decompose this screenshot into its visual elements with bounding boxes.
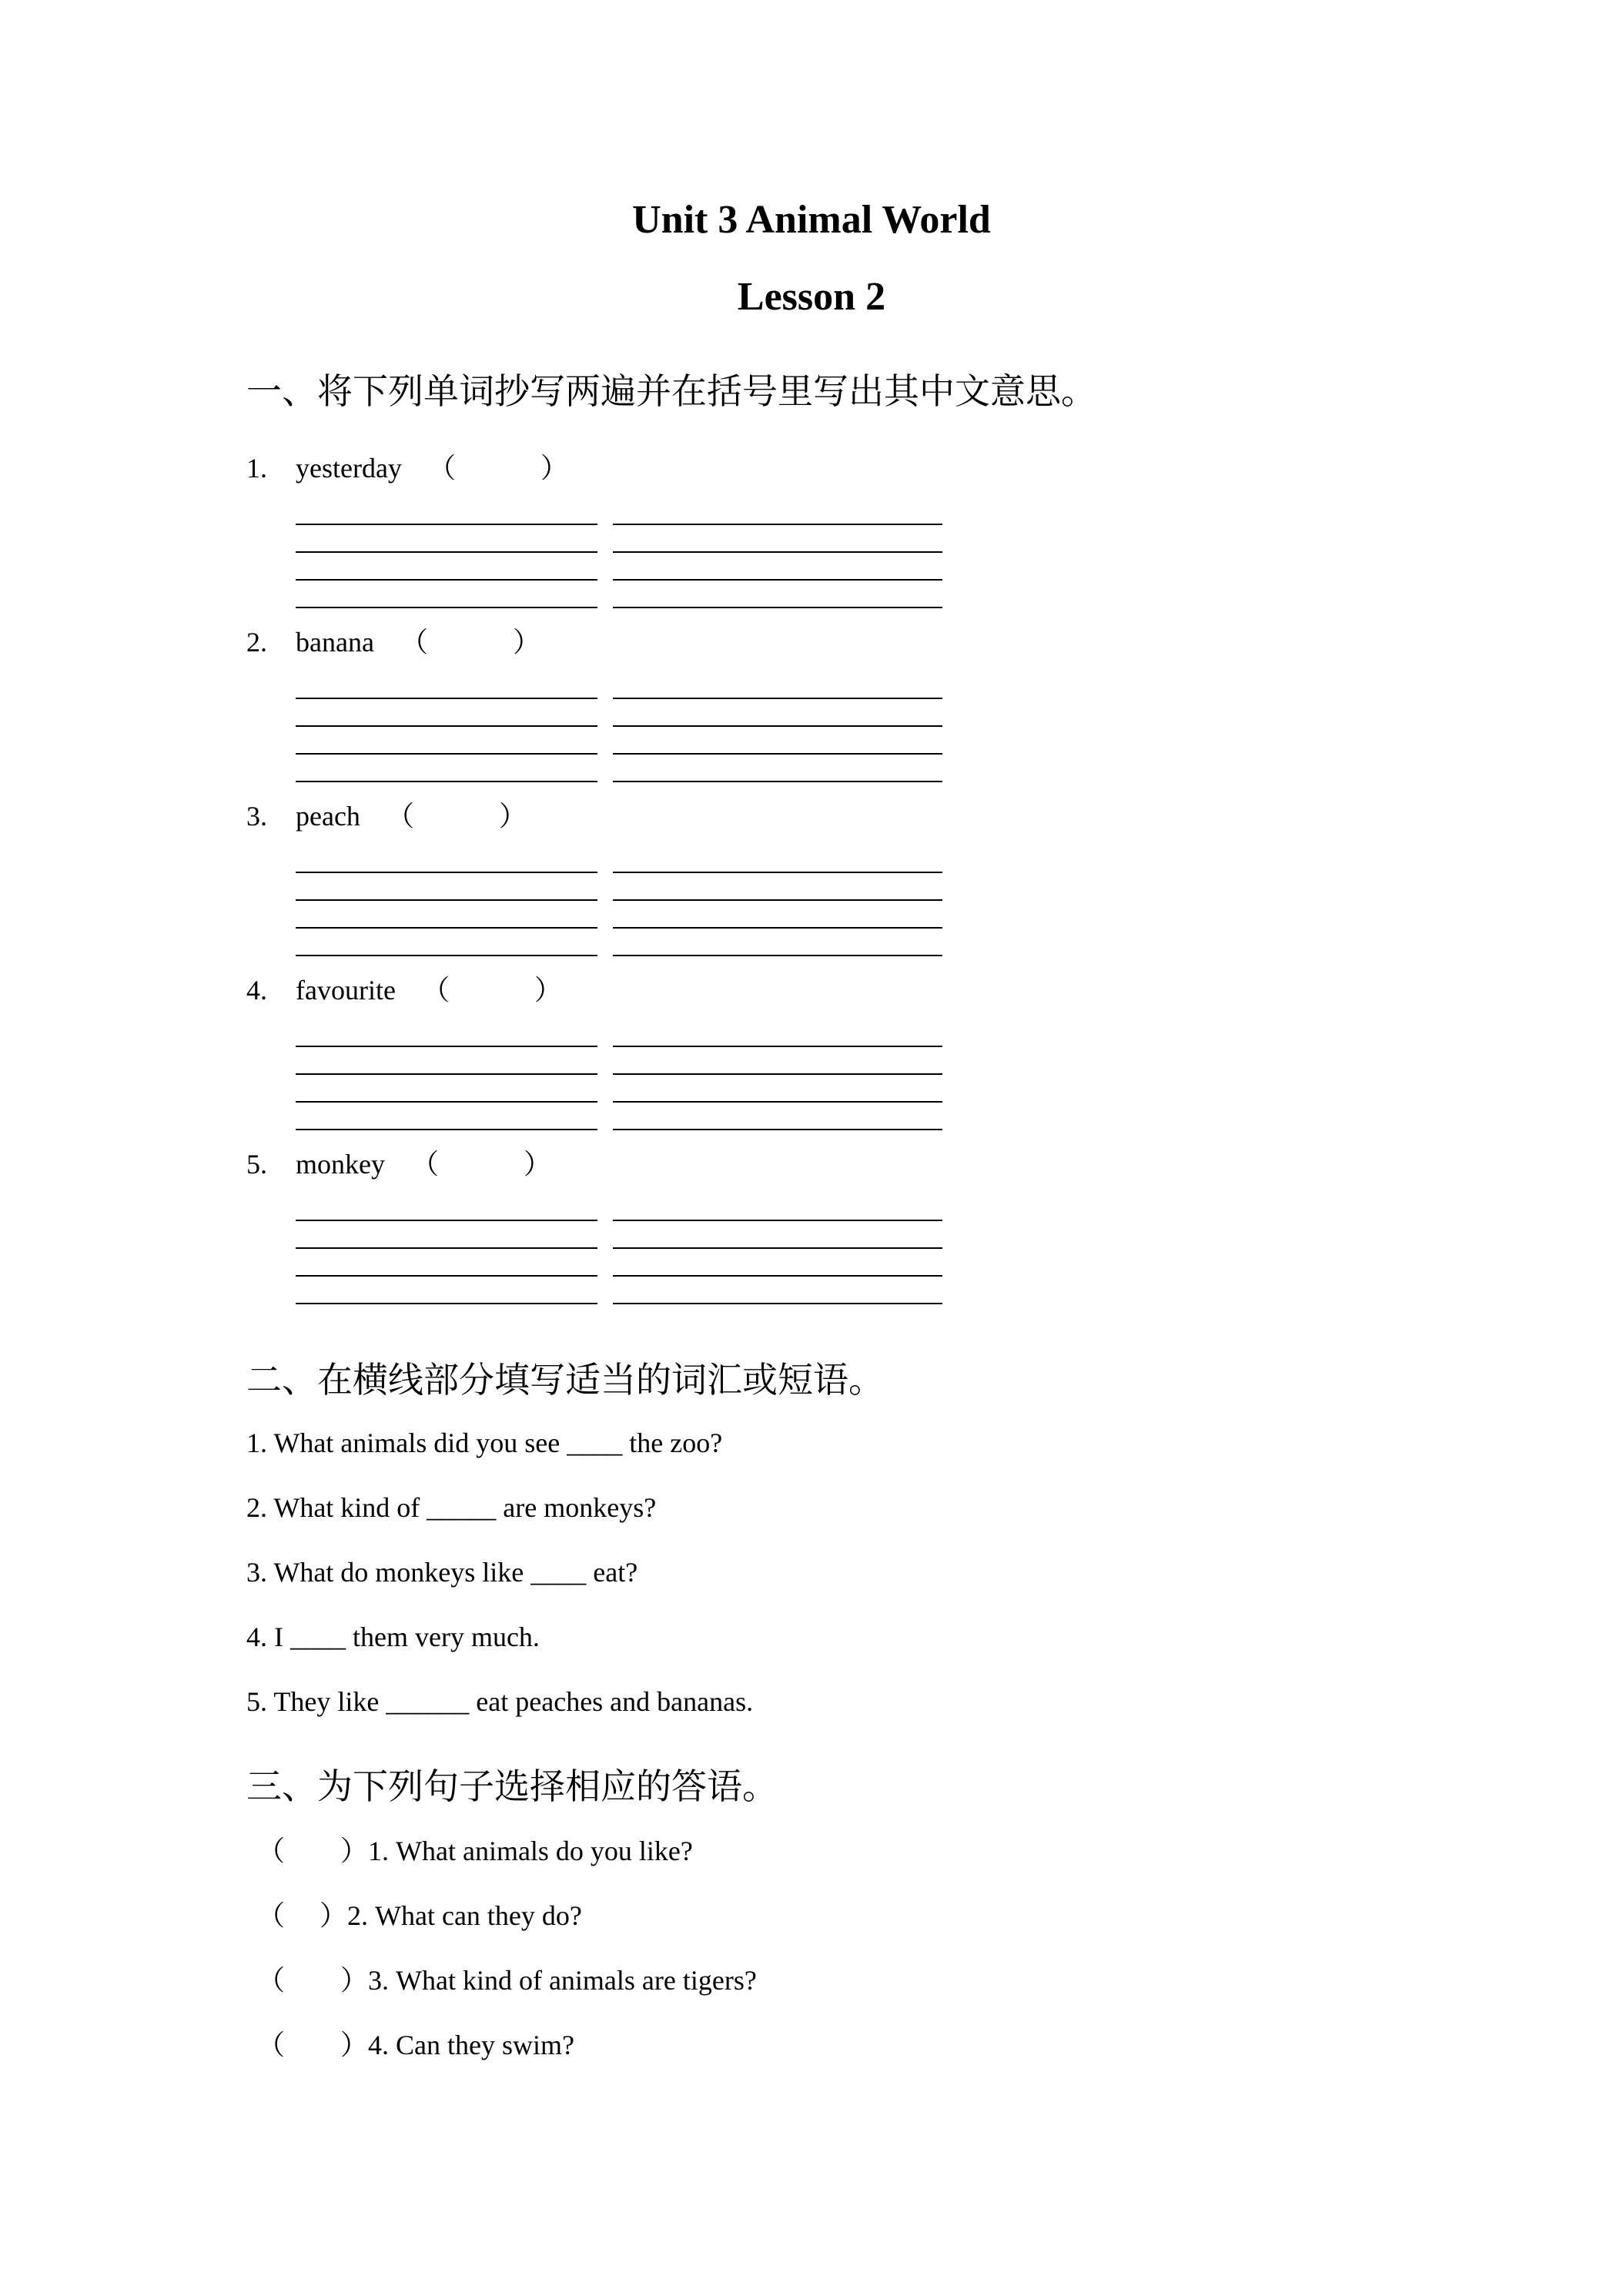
fill-item-4: 4. I ____ them very much. bbox=[246, 1622, 540, 1652]
writing-line[interactable] bbox=[613, 753, 942, 755]
word-text: yesterday bbox=[296, 453, 402, 484]
word-number: 4. bbox=[246, 975, 267, 1006]
open-paren: （ bbox=[421, 975, 450, 1006]
writing-line[interactable] bbox=[296, 872, 597, 873]
answer-item-2: （ ）2. What can they do? bbox=[257, 1900, 582, 1931]
section-3-heading: 三、为下列句子选择相应的答语。 bbox=[246, 1766, 778, 1807]
writing-line[interactable] bbox=[613, 1101, 942, 1103]
word-item bbox=[246, 625, 540, 659]
answer-item-3: （ ）3. What kind of animals are tigers? bbox=[257, 1965, 757, 1996]
writing-line[interactable] bbox=[296, 1073, 597, 1075]
writing-line[interactable] bbox=[613, 1247, 942, 1249]
fill-item-5: 5. They like ______ eat peaches and bananas. bbox=[246, 1686, 754, 1717]
writing-line[interactable] bbox=[613, 781, 942, 782]
writing-line[interactable] bbox=[613, 725, 942, 727]
open-paren: （ bbox=[427, 453, 456, 484]
answer-item-1: （ ）1. What animals do you like? bbox=[257, 1836, 693, 1866]
open-paren: （ bbox=[410, 1149, 439, 1180]
word-item bbox=[246, 451, 568, 485]
writing-line[interactable] bbox=[613, 1129, 942, 1130]
writing-line[interactable] bbox=[296, 698, 597, 699]
word-number: 2. bbox=[246, 627, 267, 658]
writing-line[interactable] bbox=[296, 1303, 597, 1304]
section-2-heading: 二、在横线部分填写适当的词汇或短语。 bbox=[246, 1359, 884, 1401]
writing-line[interactable] bbox=[613, 579, 942, 581]
writing-line[interactable] bbox=[296, 607, 597, 608]
word-number: 5. bbox=[246, 1149, 267, 1180]
writing-line[interactable] bbox=[296, 579, 597, 581]
writing-line[interactable] bbox=[613, 899, 942, 901]
word-item bbox=[246, 799, 527, 833]
lesson-title: Lesson 2 bbox=[737, 275, 886, 319]
writing-line[interactable] bbox=[613, 551, 942, 553]
writing-line[interactable] bbox=[613, 955, 942, 956]
writing-line[interactable] bbox=[296, 1101, 597, 1103]
writing-line[interactable] bbox=[296, 524, 597, 525]
close-paren: ） bbox=[512, 627, 540, 658]
word-item bbox=[246, 973, 562, 1007]
fill-item-3: 3. What do monkeys like ____ eat? bbox=[246, 1557, 638, 1588]
word-item bbox=[246, 1147, 551, 1181]
writing-line[interactable] bbox=[296, 1220, 597, 1221]
writing-line[interactable] bbox=[296, 1247, 597, 1249]
writing-line[interactable] bbox=[613, 698, 942, 699]
page-title: Unit 3 Animal World bbox=[632, 198, 991, 242]
writing-line[interactable] bbox=[613, 1275, 942, 1277]
writing-line[interactable] bbox=[296, 1275, 597, 1277]
writing-line[interactable] bbox=[296, 753, 597, 755]
writing-line[interactable] bbox=[296, 551, 597, 553]
word-text: favourite bbox=[296, 975, 396, 1006]
writing-line[interactable] bbox=[613, 524, 942, 525]
word-number: 1. bbox=[246, 453, 267, 484]
close-paren: ） bbox=[540, 453, 568, 484]
section-1-heading: 一、将下列单词抄写两遍并在括号里写出其中文意思。 bbox=[246, 370, 1096, 412]
writing-line[interactable] bbox=[613, 1303, 942, 1304]
writing-line[interactable] bbox=[296, 781, 597, 782]
close-paren: ） bbox=[498, 801, 527, 832]
writing-line[interactable] bbox=[613, 872, 942, 873]
writing-line[interactable] bbox=[613, 1220, 942, 1221]
writing-line[interactable] bbox=[296, 899, 597, 901]
writing-line[interactable] bbox=[613, 607, 942, 608]
word-text: banana bbox=[296, 627, 374, 658]
word-text: peach bbox=[296, 801, 360, 832]
open-paren: （ bbox=[400, 627, 428, 658]
writing-line[interactable] bbox=[613, 1073, 942, 1075]
writing-line[interactable] bbox=[296, 1046, 597, 1047]
writing-line[interactable] bbox=[296, 725, 597, 727]
answer-item-4: （ ）4. Can they swim? bbox=[257, 2030, 574, 2060]
open-paren: （ bbox=[386, 801, 414, 832]
writing-line[interactable] bbox=[613, 1046, 942, 1047]
writing-line[interactable] bbox=[296, 1129, 597, 1130]
word-text: monkey bbox=[296, 1149, 385, 1180]
writing-line[interactable] bbox=[613, 927, 942, 929]
close-paren: ） bbox=[534, 975, 562, 1006]
fill-item-2: 2. What kind of _____ are monkeys? bbox=[246, 1492, 657, 1523]
writing-line[interactable] bbox=[296, 955, 597, 956]
close-paren: ） bbox=[524, 1149, 552, 1180]
word-number: 3. bbox=[246, 801, 267, 832]
fill-item-1: 1. What animals did you see ____ the zoo? bbox=[246, 1427, 723, 1458]
writing-line[interactable] bbox=[296, 927, 597, 929]
